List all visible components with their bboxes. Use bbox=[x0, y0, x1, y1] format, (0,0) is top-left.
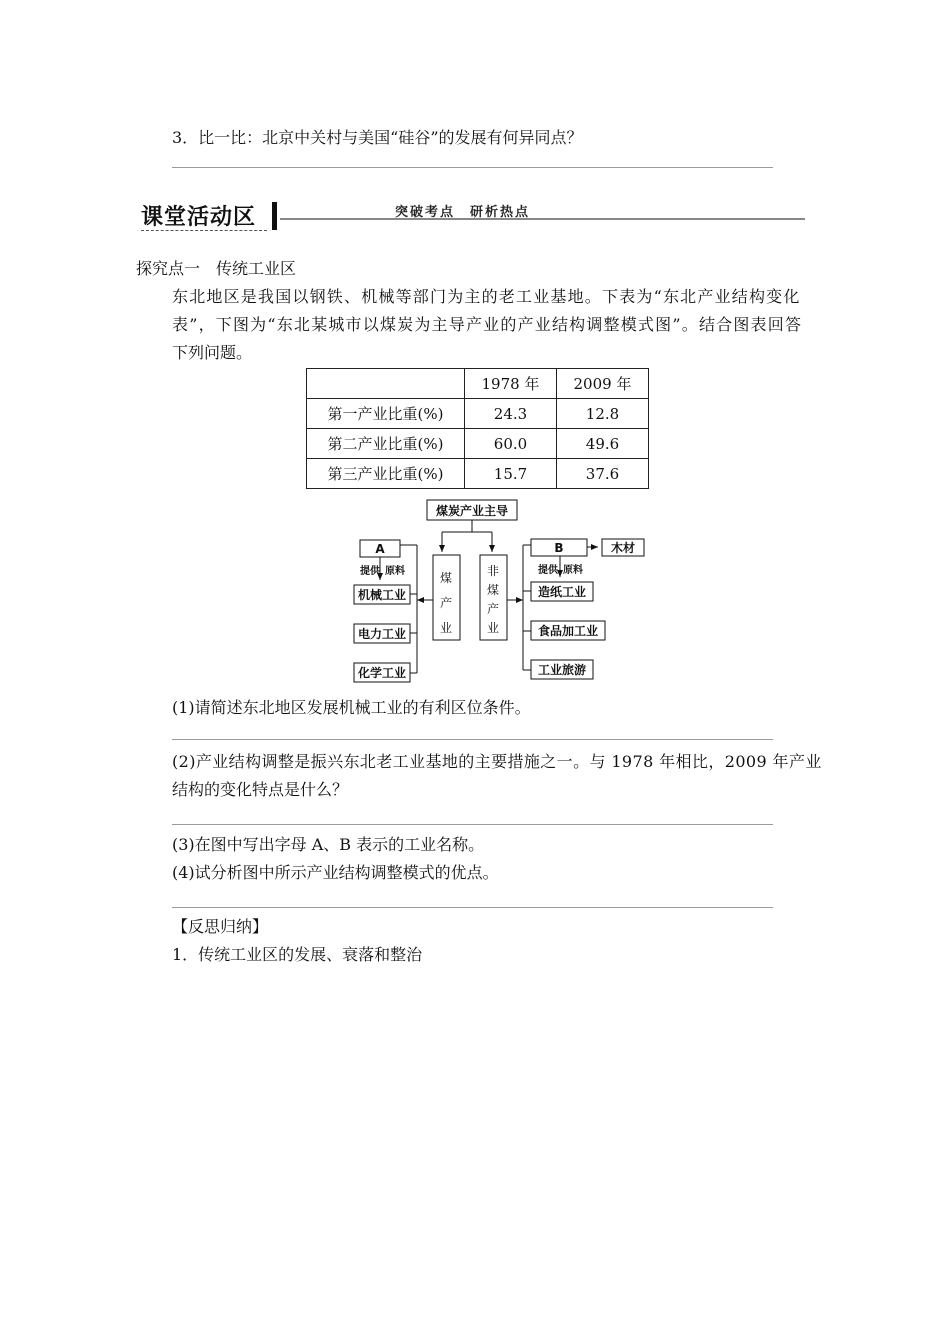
banner-underline bbox=[141, 230, 267, 231]
answer-line bbox=[172, 824, 773, 825]
table-cell: 12.8 bbox=[557, 399, 649, 429]
question-4: (4)试分析图中所示产业结构调整模式的优点。 bbox=[172, 863, 499, 882]
question-3-text: 3．比一比：北京中关村与美国“硅谷”的发展有何异同点？ bbox=[172, 128, 583, 147]
power-label: 电力工业 bbox=[357, 627, 407, 641]
left-material-label: 原料 bbox=[385, 566, 405, 577]
table-row bbox=[307, 459, 649, 489]
industry-structure-table bbox=[306, 368, 649, 489]
answer-line bbox=[172, 739, 773, 740]
noncoal-char: 煤 bbox=[486, 583, 500, 597]
table-cell: 第三产业比重(%) bbox=[307, 459, 465, 489]
table-cell: 24.3 bbox=[465, 399, 557, 429]
coal-char: 煤 bbox=[439, 571, 453, 585]
table-header-cell: 1978 年 bbox=[465, 369, 557, 399]
intro-line-1: 东北地区是我国以钢铁、机械等部门为主的老工业基地。下表为“东北产业结构变化 bbox=[172, 287, 801, 306]
coal-char: 产 bbox=[439, 596, 453, 610]
table-row bbox=[307, 399, 649, 429]
table-cell: 15.7 bbox=[465, 459, 557, 489]
question-3: (3)在图中写出字母 A、B 表示的工业名称。 bbox=[172, 835, 485, 854]
top-box-label: 煤炭产业主导 bbox=[435, 504, 509, 518]
wood-label: 木材 bbox=[610, 541, 636, 555]
section-title: 探究点一 传统工业区 bbox=[136, 259, 297, 278]
table-header-row bbox=[307, 369, 649, 399]
banner-title: 课堂活动区 bbox=[141, 205, 257, 230]
noncoal-char: 产 bbox=[486, 602, 500, 616]
food-label: 食品加工业 bbox=[537, 624, 599, 638]
question-2-line-2: 结构的变化特点是什么？ bbox=[172, 780, 349, 799]
answer-line bbox=[172, 167, 773, 168]
table-cell: 第二产业比重(%) bbox=[307, 429, 465, 459]
intro-line-2: 表”，下图为“东北某城市以煤炭为主导产业的产业结构调整模式图”。结合图表回答 bbox=[172, 315, 803, 334]
reflection-title: 【反思归纳】 bbox=[172, 917, 269, 936]
intro-line-3: 下列问题。 bbox=[172, 343, 253, 362]
chemical-label: 化学工业 bbox=[357, 666, 407, 680]
industry-adjustment-diagram bbox=[340, 495, 660, 685]
a-label: A bbox=[375, 542, 385, 556]
banner-subtitle: 突破考点 研析热点 bbox=[395, 205, 531, 220]
table-header-cell: 2009 年 bbox=[557, 369, 649, 399]
table-row bbox=[307, 429, 649, 459]
coal-char: 业 bbox=[439, 621, 453, 635]
answer-line bbox=[172, 907, 773, 908]
reflection-item-1: 1．传统工业区的发展、衰落和整治 bbox=[172, 945, 423, 964]
noncoal-char: 业 bbox=[486, 621, 500, 635]
banner-rule bbox=[280, 218, 805, 220]
noncoal-char: 非 bbox=[486, 564, 500, 578]
right-supply-label: 提供 bbox=[538, 565, 558, 576]
question-2-line-1: (2)产业结构调整是振兴东北老工业基地的主要措施之一。与 1978 年相比，2009 年产业 bbox=[172, 752, 822, 771]
right-material-label: 原料 bbox=[563, 565, 583, 576]
left-supply-label: 提供 bbox=[360, 566, 380, 577]
table-cell: 37.6 bbox=[557, 459, 649, 489]
machinery-label: 机械工业 bbox=[357, 588, 407, 602]
table-cell: 49.6 bbox=[557, 429, 649, 459]
table-header-cell bbox=[307, 369, 465, 399]
table-cell: 第一产业比重(%) bbox=[307, 399, 465, 429]
paper-label: 造纸工业 bbox=[537, 585, 587, 599]
question-1: (1)请简述东北地区发展机械工业的有利区位条件。 bbox=[172, 698, 531, 717]
table-cell: 60.0 bbox=[465, 429, 557, 459]
tourism-label: 工业旅游 bbox=[537, 663, 587, 677]
banner-bar bbox=[272, 202, 277, 230]
b-label: B bbox=[554, 541, 564, 555]
